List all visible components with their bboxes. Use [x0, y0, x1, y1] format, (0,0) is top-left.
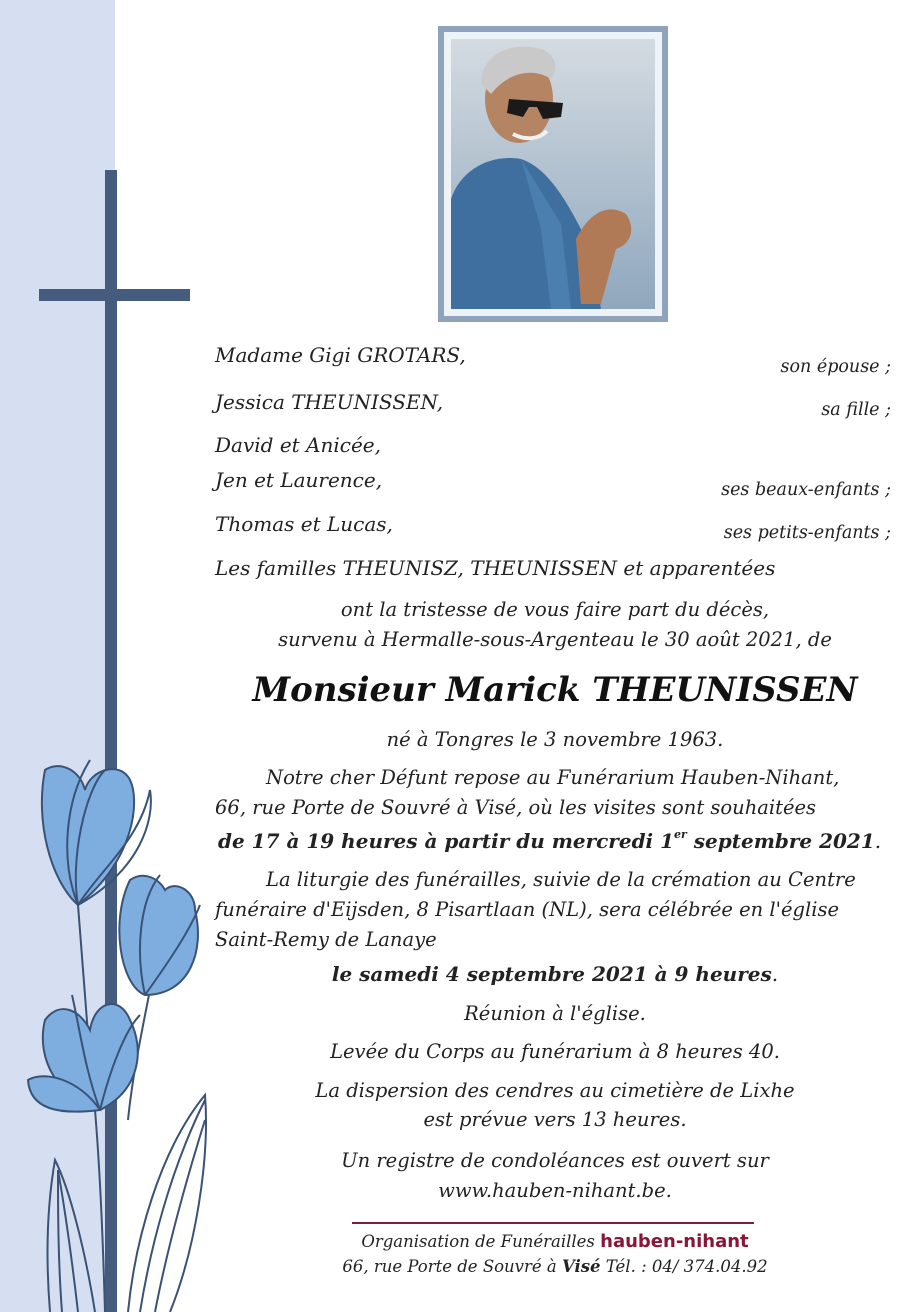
footer-organisation: Organisation de Funérailles hauben-nihant — [361, 1231, 749, 1252]
funeral-line-2: funéraire d'Eijsden, 8 Pisartlaan (NL), sera célébrée en l'église — [215, 898, 840, 921]
relation-grandchildren: ses petits-enfants ; — [723, 523, 891, 543]
footer-divider — [352, 1222, 754, 1224]
meeting-line: Réunion à l'église. — [464, 1002, 646, 1025]
funeral-line-3: Saint-Remy de Lanaye — [215, 928, 437, 951]
relation-stepchildren: ses beaux-enfants ; — [721, 480, 891, 500]
relation-spouse: son épouse ; — [780, 357, 891, 377]
family-name-stepchild-1: David et Anicée, — [215, 433, 381, 457]
family-name-stepchild-2: Jen et Laurence, — [215, 468, 383, 492]
dispersion-line-1: La dispersion des cendres au cimetière de Lixhe — [315, 1079, 795, 1102]
register-url[interactable]: www.hauben-nihant.be. — [438, 1179, 672, 1202]
funeral-date: le samedi 4 septembre 2021 à 9 heures. — [331, 962, 779, 986]
announcement-line-1: ont la tristesse de vous faire part du décès, — [340, 598, 770, 621]
birth-line: né à Tongres le 3 novembre 1963. — [386, 728, 724, 751]
family-name-grandchildren: Thomas et Lucas, — [215, 512, 393, 536]
visitation-hours: de 17 à 19 heures à partir du mercredi 1er septembre 2021. — [218, 828, 882, 853]
announcement-line-2: survenu à Hermalle-sous-Argenteau le 30 août 2021, de — [278, 628, 832, 651]
levee-line: Levée du Corps au funérarium à 8 heures 40. — [330, 1040, 780, 1063]
brand-logo: hauben-nihant — [600, 1231, 749, 1252]
family-name-daughter: Jessica THEUNISSEN, — [215, 390, 444, 414]
cross-and-tulips-decoration — [0, 0, 240, 1312]
visitation-line-1: Notre cher Défunt repose au Funérarium Hauben-Nihant, — [266, 766, 840, 789]
deceased-name: Monsieur Marick THEUNISSEN — [252, 670, 858, 710]
visitation-line-2: 66, rue Porte de Souvré à Visé, où les visites sont souhaitées — [215, 796, 817, 819]
portrait-frame — [438, 26, 668, 322]
portrait-photo — [451, 39, 655, 309]
family-name-families: Les familles THEUNISZ, THEUNISSEN et apparentées — [215, 556, 776, 580]
funeral-line-1: La liturgie des funérailles, suivie de la crémation au Centre — [266, 868, 856, 891]
register-line-1: Un registre de condoléances est ouvert sur — [341, 1149, 769, 1172]
dispersion-line-2: est prévue vers 13 heures. — [423, 1108, 687, 1131]
latin-cross-icon — [39, 170, 190, 1312]
relation-daughter: sa fille ; — [821, 400, 891, 420]
footer-address: 66, rue Porte de Souvré à Visé Tél. : 04/ 374.04.92 — [342, 1257, 768, 1276]
family-name-spouse: Madame Gigi GROTARS, — [215, 343, 466, 367]
